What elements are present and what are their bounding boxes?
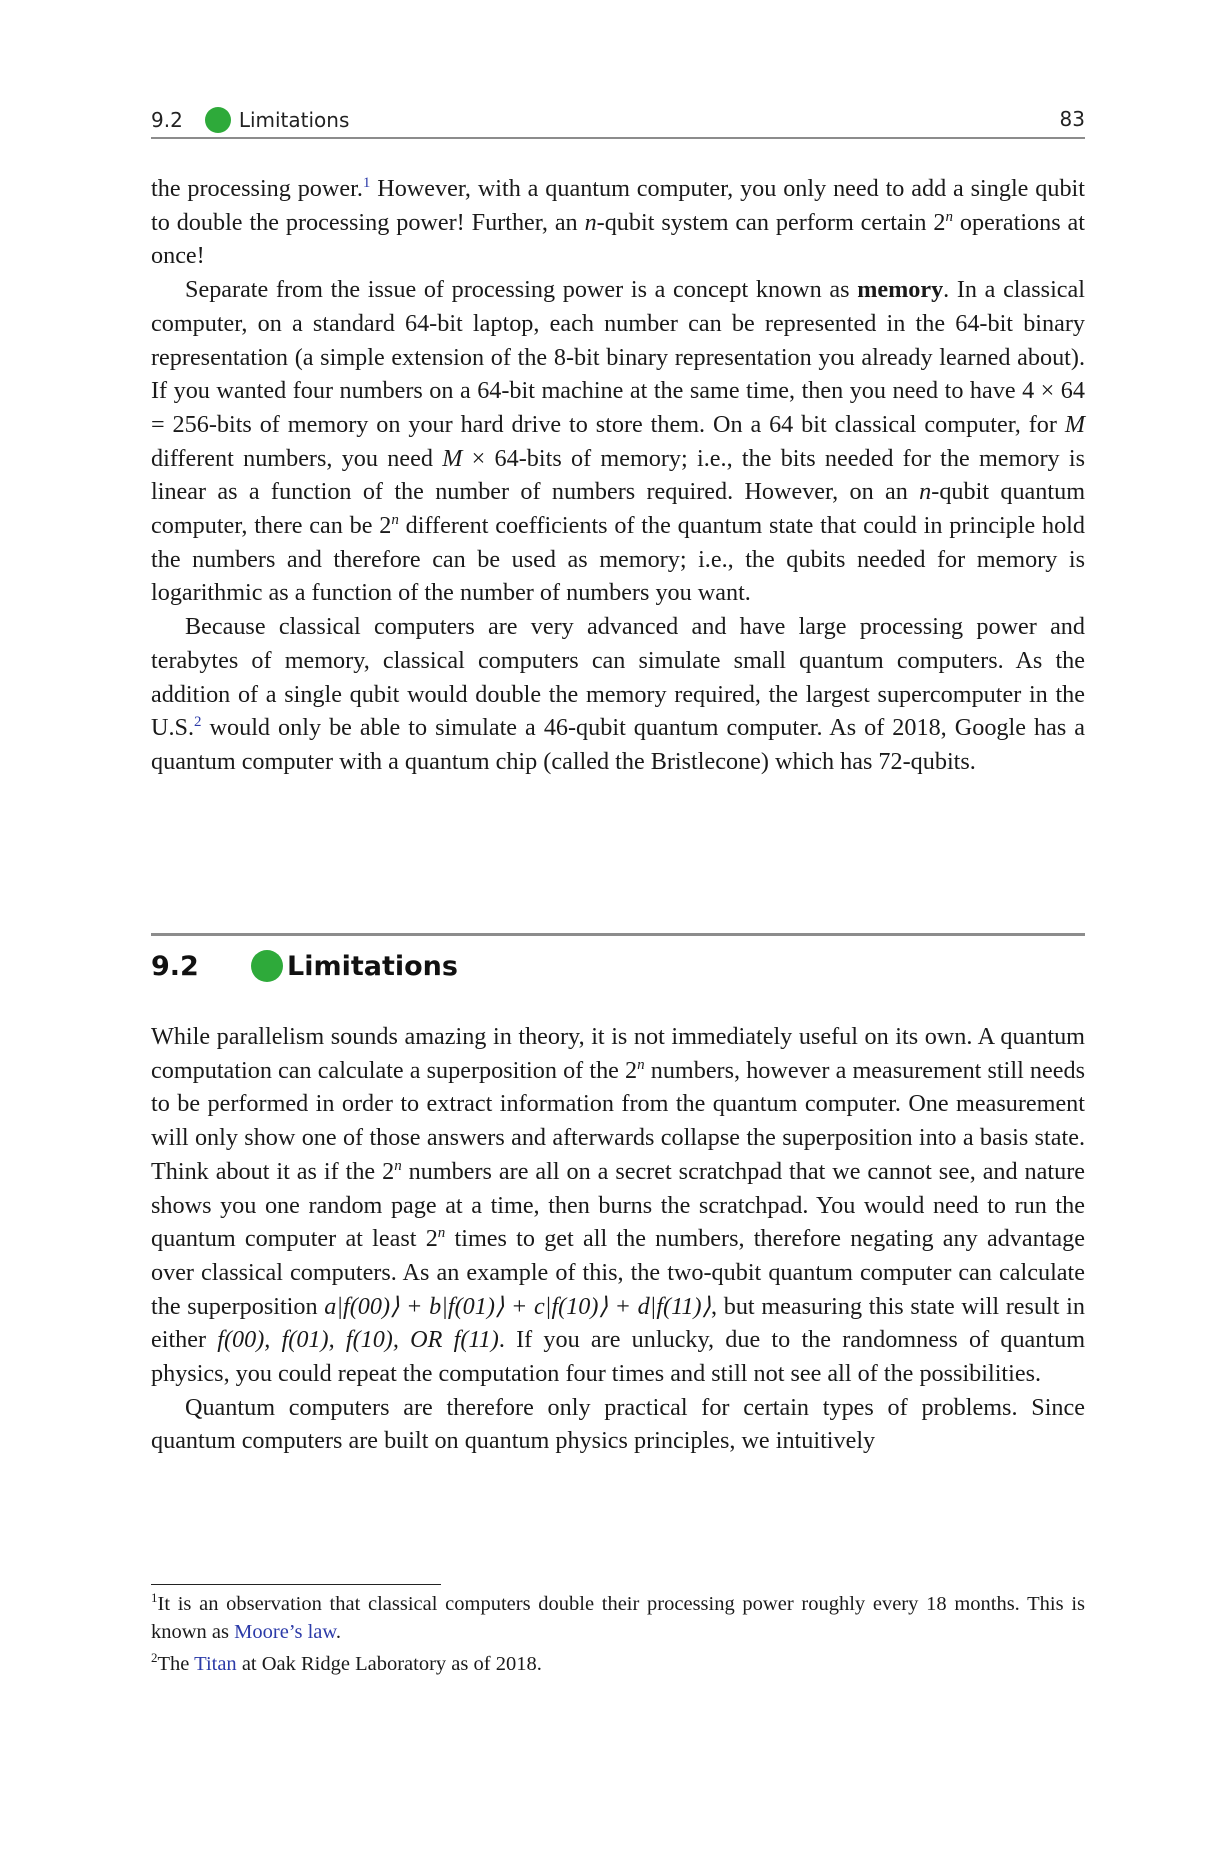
footnote-ref-2[interactable]: 2 [194, 714, 202, 731]
green-dot-icon [205, 107, 231, 133]
footnote-1: $^1$It is an observation that classical computers double their processing power roughly every 18 months. This is known as Moore’s law. [151, 1590, 1085, 1643]
running-head [151, 103, 1085, 139]
body-text-section [151, 1020, 1085, 1458]
section-number: 9.2 [151, 950, 199, 982]
running-head-section-title: Limitations [238, 108, 350, 132]
term-memory: memory [857, 276, 944, 304]
footnote-2: $^2$The Titan at Oak Ridge Laboratory as of 2018. [151, 1650, 542, 1675]
math-superposition: a|f(00)⟩ + b|f(01)⟩ + c|f(10)⟩ + d|f(11)⟩ [324, 1292, 711, 1320]
section-divider [151, 933, 1085, 936]
section-title: Limitations [287, 950, 458, 982]
paragraph-1: the processing power.$^1$ However, with a quantum computer, you only need to add a single qubit to double the processing power! Further, an n-qubit system can perform certain 2$^n$ operations at once! [151, 174, 1085, 270]
footnote-rule [151, 1584, 441, 1585]
running-head-section-number: 9.2 [151, 108, 183, 132]
paragraph-5: Quantum computers are therefore only practical for certain types of problems. Since quantum computers are built on quantum physics principles, we intuitively [151, 1393, 1085, 1455]
green-dot-icon [251, 950, 283, 982]
paragraph-4: While parallelism sounds amazing in theory, it is not immediately useful on its own. A quantum computation can calculate a superposition of the 2$^n$ numbers, however a measurement still needs to be performed in order to extract information from the quantum computer. One measurement will only show one of those answers and afterwards collapse the superposition into a basis state. Think about it as if the 2$^n$ numbers are all on a secret scratchpad that we cannot see, and nature shows you one random page at a time, then burns the scratchpad. You would need to run the quantum computer at least 2$^n$ times to get all the numbers, therefore negating any advantage over classical computers. As an example of this, the two-qubit quantum computer can calculate the superposition a|f(00)⟩ + b|f(01)⟩ + c|f(10)⟩ + d|f(11)⟩, but measuring this state will result in either f(00), f(01), f(10), OR f(11). If you are unlucky, due to the randomness of quantum physics, you could repeat the computation four times and still not see all of the possibilities. [151, 1023, 1086, 1388]
section-heading [151, 946, 458, 986]
paragraph-2: Separate from the issue of processing power is a concept known as memory. In a classical computer, on a standard 64-bit laptop, each number can be represented in the 64-bit binary representation (a simple extension of the 8-bit binary representation you already learned about). If you wanted four numbers on a 64-bit machine at the same time, then you need to have 4 × 64 = 256-bits of memory on your hard drive to store them. On a 64 bit classical computer, for M different numbers, you need M × 64-bits of memory; i.e., the bits needed for the memory is linear as a function of the number of numbers required. However, on an n-qubit quantum computer, there can be 2$^n$ different coefficients of the quantum state that could in principle hold the numbers and therefore can be used as memory; i.e., the qubits needed for memory is logarithmic as a function of the number of numbers you want. [151, 276, 1086, 607]
footnotes [151, 1590, 1085, 1682]
math-outcomes: f(00), f(01), f(10), OR f(11) [217, 1326, 499, 1354]
footnote-ref-1[interactable]: 1 [362, 174, 371, 191]
body-text-top [151, 172, 1085, 779]
page-number: 83 [1059, 107, 1085, 131]
paragraph-3: Because classical computers are very advanced and have large processing power and terabytes of memory, classical computers can simulate small quantum computers. As the addition of a single qubit would double the memory required, the largest supercomputer in the U.S.$^2$ would only be able to simulate a 46-qubit quantum computer. As of 2018, Google has a quantum computer with a quantum chip (called the Bristlecone) which has 72-qubits. [151, 613, 1085, 775]
moores-law-link[interactable]: Moore’s law [234, 1621, 336, 1643]
titan-link[interactable]: Titan [194, 1653, 237, 1675]
running-head-left [151, 107, 349, 133]
